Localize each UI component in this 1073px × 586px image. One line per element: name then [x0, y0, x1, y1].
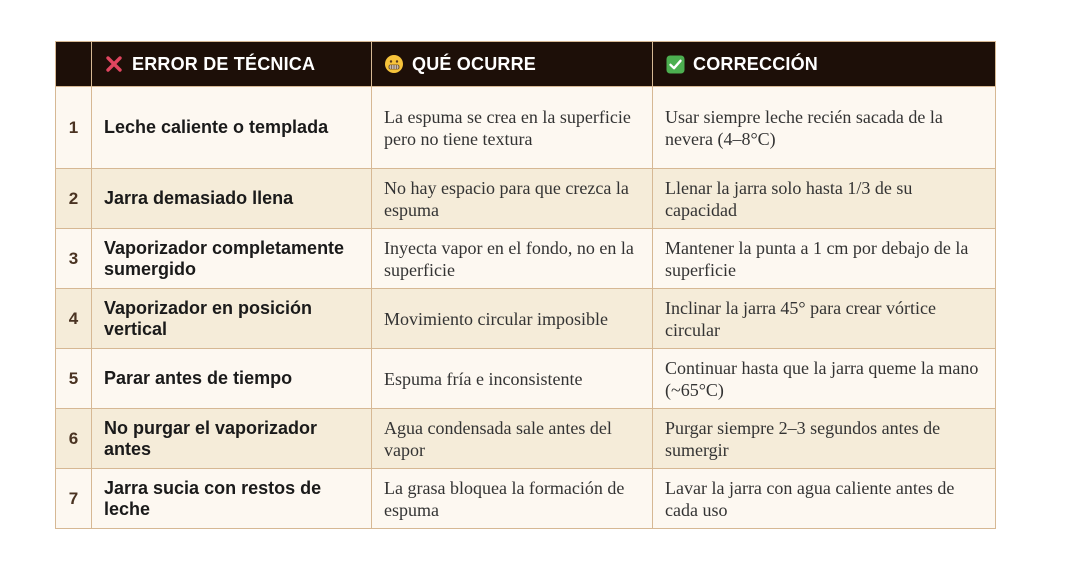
- correction-cell: Purgar siempre 2–3 segundos antes de sumergir: [653, 409, 996, 469]
- what-happens-cell: La espuma se crea en la superficie pero no tiene textura: [372, 87, 653, 169]
- row-number: 1: [56, 87, 92, 169]
- correction-cell: Inclinar la jarra 45° para crear vórtice circular: [653, 289, 996, 349]
- what-happens-cell: Espuma fría e inconsistente: [372, 349, 653, 409]
- what-column-header: [372, 42, 653, 87]
- what-happens-cell: Agua condensada sale antes del vapor: [372, 409, 653, 469]
- row-number: 4: [56, 289, 92, 349]
- table-row: [56, 87, 996, 169]
- error-cell: Jarra sucia con restos de leche: [92, 469, 372, 529]
- check-mark-button-icon: [665, 54, 685, 74]
- correction-cell: Usar siempre leche recién sacada de la nevera (4–8°C): [653, 87, 996, 169]
- correction-cell: Llenar la jarra solo hasta 1/3 de su capacidad: [653, 169, 996, 229]
- table-header-row: [56, 42, 996, 87]
- error-cell: Jarra demasiado llena: [92, 169, 372, 229]
- correction-cell: Lavar la jarra con agua caliente antes de cada uso: [653, 469, 996, 529]
- error-cell: Parar antes de tiempo: [92, 349, 372, 409]
- error-cell: Vaporizador en posición vertical: [92, 289, 372, 349]
- error-cell: Vaporizador completamente sumergido: [92, 229, 372, 289]
- what-happens-cell: No hay espacio para que crezca la espuma: [372, 169, 653, 229]
- what-happens-cell: Movimiento circular imposible: [372, 289, 653, 349]
- table-row: [56, 289, 996, 349]
- table-row: [56, 229, 996, 289]
- table-row: [56, 409, 996, 469]
- fix-column-label: CORRECCIÓN: [693, 53, 819, 74]
- row-number: 6: [56, 409, 92, 469]
- row-number: 3: [56, 229, 92, 289]
- row-number: 2: [56, 169, 92, 229]
- table-row: [56, 469, 996, 529]
- grimacing-face-icon: [384, 54, 404, 74]
- number-column-header: [56, 42, 92, 87]
- cross-mark-icon: [104, 54, 124, 74]
- table-row: [56, 169, 996, 229]
- row-number: 7: [56, 469, 92, 529]
- error-column-label: ERROR DE TÉCNICA: [132, 53, 316, 74]
- error-cell: Leche caliente o templada: [92, 87, 372, 169]
- what-column-label: QUÉ OCURRE: [412, 53, 537, 74]
- what-happens-cell: La grasa bloquea la formación de espuma: [372, 469, 653, 529]
- fix-column-header: [653, 42, 996, 87]
- correction-cell: Continuar hasta que la jarra queme la mano (~65°C): [653, 349, 996, 409]
- table-row: [56, 349, 996, 409]
- technique-errors-table: [55, 41, 996, 529]
- technique-errors-table-container: [55, 41, 995, 529]
- row-number: 5: [56, 349, 92, 409]
- error-cell: No purgar el vaporizador antes: [92, 409, 372, 469]
- error-column-header: [92, 42, 372, 87]
- what-happens-cell: Inyecta vapor en el fondo, no en la superficie: [372, 229, 653, 289]
- correction-cell: Mantener la punta a 1 cm por debajo de la superficie: [653, 229, 996, 289]
